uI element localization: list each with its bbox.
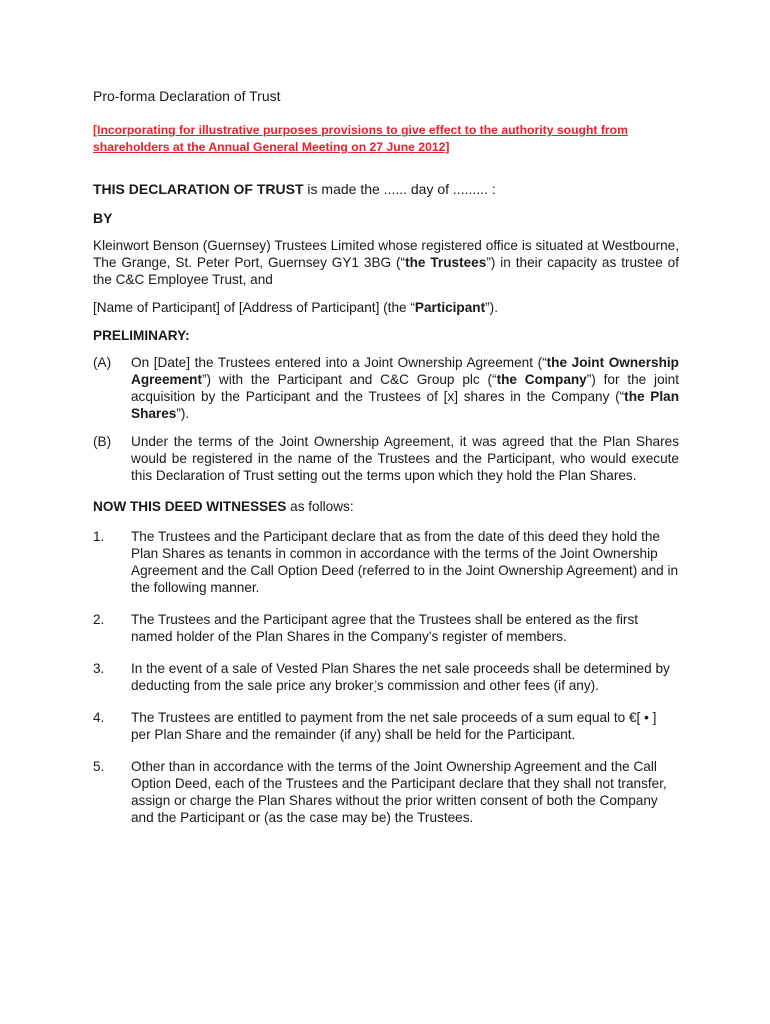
clause-3-text: In the event of a sale of Vested Plan Shares the net sale proceeds shall be determined by deducting from the sale price any broker: [131, 661, 670, 693]
party-participant-text-end: ”).: [485, 300, 498, 315]
clause-5: [93, 758, 679, 826]
party-participant-text: [Name of Participant] of [Address of Participant] (the “: [93, 300, 415, 315]
witness-line: [93, 498, 679, 515]
preliminary-heading: PRELIMINARY:: [93, 328, 190, 343]
party-trustees: [93, 237, 679, 288]
clause-number: 3.: [93, 661, 105, 676]
illustrative-note: [Incorporating for illustrative purposes provisions to give effect to the authority sought from shareholders at the Annual General Meeting on 27 June 2012]: [93, 123, 628, 154]
declaration-rest: is made the ...... day of ......... :: [303, 181, 496, 197]
recital-b: [93, 433, 679, 484]
recital-a: [93, 354, 679, 422]
clause-text: The Trustees and the Participant declare that as from the date of this deed they hold the Plan Shares as tenants in common in accordance with the terms of the Joint Ownership Agreement and the Call Option Deed (referred to in the Joint Ownership Agreement) and in the following manner.: [131, 529, 679, 595]
clause-3-text-end: s commission and other fees (if any).: [376, 678, 599, 693]
document-page: [93, 86, 679, 841]
party-trustees-defined: the Trustees: [405, 255, 487, 270]
clause-4: [93, 709, 679, 743]
witness-bold: NOW THIS DEED WITNESSES: [93, 499, 287, 514]
recital-a-defined-joa: the Joint Ownership Agreement: [131, 355, 679, 387]
recital-text: [131, 354, 679, 422]
recital-a-defined-company: the Company: [496, 372, 587, 387]
party-participant: [93, 299, 679, 316]
recital-label: (B): [93, 434, 112, 449]
by-label: BY: [93, 210, 113, 226]
clause-3: [93, 660, 679, 694]
party-trustees-text-end: ”) in their capacity as trustee of the C&C Employee Trust, and: [93, 255, 680, 287]
clause-text: [131, 660, 679, 694]
declaration-bold: THIS DECLARATION OF TRUST: [93, 181, 304, 197]
witness-rest: as follows:: [286, 499, 354, 514]
recital-a-part1: On [Date] the Trustees entered into a Joint Ownership Agreement (“: [131, 355, 547, 370]
recital-a-part2: ”) with the Participant and C&C Group plc (“: [202, 372, 497, 387]
clause-number: 5.: [93, 759, 105, 774]
clause-number: 2.: [93, 612, 105, 627]
recital-a-part4: ”).: [176, 406, 190, 421]
recital-text: Under the terms of the Joint Ownership Agreement, it was agreed that the Plan Shares would be registered in the name of the Trustees and the Participant, who would execute this Declaration of Trust setting out the terms upon which they hold the Plan Shares.: [131, 434, 679, 483]
clause-text: The Trustees are entitled to payment from the net sale proceeds of a sum equal to €[ • ] per Plan Share and the remainder (if any) shall be held for the Participant.: [131, 710, 657, 742]
clause-1: [93, 528, 679, 596]
tracked-change-mark[interactable]: ’: [374, 678, 377, 693]
declaration-line: [93, 179, 679, 199]
recital-a-part3: ”) for the joint acquisition by the Participant and the Trustees of [x] shares in the Company (“: [131, 372, 679, 404]
clause-2: [93, 611, 679, 645]
party-trustees-text: Kleinwort Benson (Guernsey) Trustees Limited whose registered office is situated at Westbourne, The Grange, St. Peter Port, Guernsey GY1 3BG (“: [93, 238, 679, 270]
clause-text: The Trustees and the Participant agree that the Trustees shall be entered as the first named holder of the Plan Shares in the Company’s register of members.: [131, 612, 639, 644]
clause-number: 1.: [93, 529, 105, 544]
recital-label: (A): [93, 355, 112, 370]
recital-a-defined-shares: the Plan Shares: [131, 389, 680, 421]
clause-number: 4.: [93, 710, 105, 725]
clause-text: Other than in accordance with the terms of the Joint Ownership Agreement and the Call Option Deed, each of the Trustees and the Participant declare that they shall not transfer, assign or charge the Plan Shares without the prior written consent of both the Company and the Participant or (as the case may be) the Trustees.: [131, 759, 667, 825]
party-participant-defined: Participant: [414, 300, 486, 315]
document-title: Pro-forma Declaration of Trust: [93, 88, 281, 104]
